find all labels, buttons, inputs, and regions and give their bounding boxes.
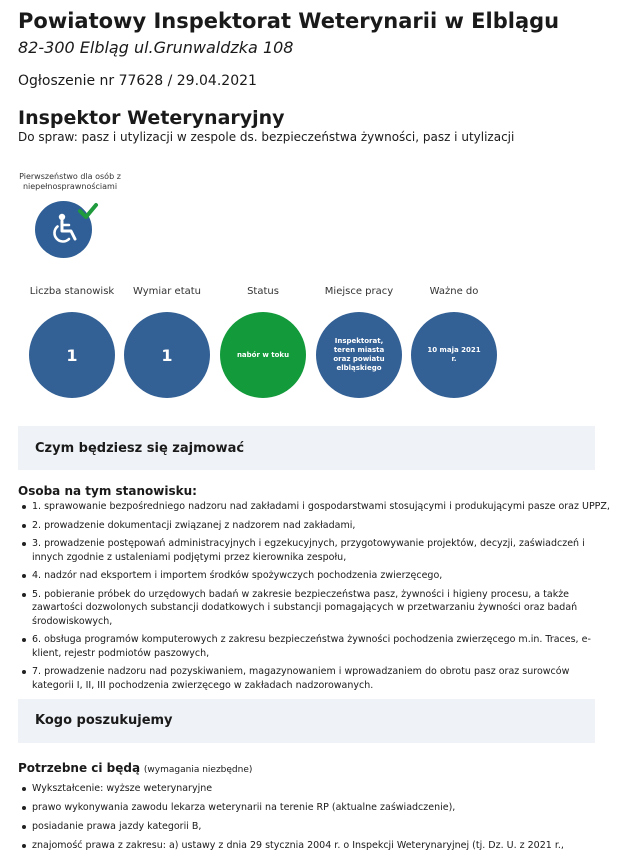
list-item: 2. prowadzenie dokumentacji związanej z nadzorem nad zakładami, xyxy=(32,519,610,533)
section-header-requirements xyxy=(18,699,595,743)
list-item: Wykształcenie: wyższe weterynaryjne xyxy=(32,782,610,795)
list-item: 3. prowadzenie postępowań administracyjnych i egzekucyjnych, przygotowywanie projektów, decyzji, zaświadczeń i innych zgodnie z ustaleniami podjętymi przez kierownika zespołu, xyxy=(32,537,610,564)
section-title-requirements: Kogo poszukujemy xyxy=(35,713,173,728)
organization-name: Powiatowy Inspektorat Weterynarii w Elblągu xyxy=(18,9,560,33)
stat-workload xyxy=(124,312,210,398)
list-item: 4. nadzór nad eksportem i importem środków spożywczych pochodzenia zwierzęcego, xyxy=(32,569,610,583)
requirements-heading-main: Potrzebne ci będą xyxy=(18,761,141,775)
requirements-heading xyxy=(18,761,252,775)
job-title: Inspektor Weterynaryjny xyxy=(18,107,285,129)
check-icon xyxy=(77,202,99,220)
stat-label-status: Status xyxy=(247,286,279,297)
stat-label-location: Miejsce pracy xyxy=(324,286,394,297)
requirements-list xyxy=(18,782,610,858)
duties-heading: Osoba na tym stanowisku: xyxy=(18,484,197,498)
stat-status-value: nabór w toku xyxy=(236,350,290,359)
job-department: Do spraw: pasz i utylizacji w zespole ds. bezpieczeństwa żywności, pasz i utylizacji xyxy=(18,130,515,144)
stat-positions-value: 1 xyxy=(66,345,78,365)
list-item: 6. obsługa programów komputerowych z zakresu bezpieczeństwa żywności pochodzenia zwierzęcego m.in. Traces, e-klient, rejestr podmiotów paszowych, xyxy=(32,633,610,660)
stat-valid-until xyxy=(411,312,497,398)
stat-location xyxy=(316,312,402,398)
stat-valid-until-value: 10 maja 2021 r. xyxy=(427,346,481,363)
wheelchair-icon xyxy=(47,212,81,246)
stat-label-workload: Wymiar etatu xyxy=(132,286,202,297)
disability-priority-label: Pierwszeństwo dla osób z niepełnosprawnościami xyxy=(19,172,121,191)
list-item: posiadanie prawa jazdy kategorii B, xyxy=(32,820,610,833)
duties-list xyxy=(18,500,610,697)
organization-address: 82-300 Elbląg ul.Grunwaldzka 108 xyxy=(18,38,294,57)
stat-location-value: Inspektorat, teren miasta oraz powiatu elbląskiego xyxy=(333,337,385,372)
list-item: 7. prowadzenie nadzoru nad pozyskiwaniem, magazynowaniem i wprowadzaniem do obrotu pasz oraz surowców kategorii I, II, III pochodzenia zwierzęcego w zakładach nadzorowanych. xyxy=(32,665,610,692)
requirements-heading-note: (wymagania niezbędne) xyxy=(143,765,253,775)
stat-workload-value: 1 xyxy=(161,345,173,365)
stat-label-positions: Liczba stanowisk xyxy=(29,286,115,297)
section-title-duties: Czym będziesz się zajmować xyxy=(35,441,245,456)
announcement-number: Ogłoszenie nr 77628 / 29.04.2021 xyxy=(18,73,257,89)
list-item: znajomość prawa z zakresu: a) ustawy z dnia 29 stycznia 2004 r. o Inspekcji Weterynaryjnej (tj. Dz. U. z 2021 r., xyxy=(32,839,610,852)
list-item: 5. pobieranie próbek do urzędowych badań w zakresie bezpieczeństwa pasz, żywności i higieny procesu, a także zawartości dozwolonych substancji dodatkowych i substancji pomagających w przetwarzaniu żywności oraz badań środowiskowych, xyxy=(32,588,610,629)
stat-status xyxy=(220,312,306,398)
list-item: prawo wykonywania zawodu lekarza weterynarii na terenie RP (aktualne zaświadczenie), xyxy=(32,801,610,814)
section-header-duties xyxy=(18,426,595,470)
stat-positions xyxy=(29,312,115,398)
list-item: 1. sprawowanie bezpośredniego nadzoru nad zakładami i gospodarstwami stosującymi i produkującymi pasze oraz UPPZ, xyxy=(32,501,610,512)
stat-label-valid-until: Ważne do xyxy=(429,286,479,297)
